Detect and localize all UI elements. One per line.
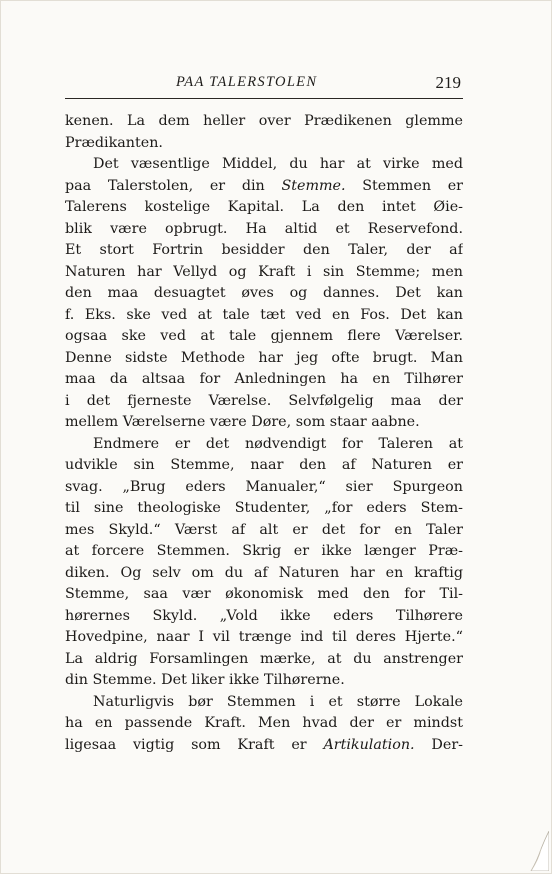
text-line [65, 176, 463, 198]
text-line: den maa desuagtet øves og dannes. Det kan [65, 285, 463, 301]
text-line: Stemme, saa vær økonomisk med den for Til- [65, 586, 463, 602]
text-line: Denne sidste Methode har jeg ofte brugt. Man [65, 349, 463, 366]
text-fragment: Der- [414, 736, 463, 753]
text-line: Det væsentlige Middel, du har at virke med [93, 156, 463, 172]
body-text [65, 111, 463, 756]
text-line: Talerens kostelige Kapital. La den intet Øie- [65, 199, 463, 215]
text-line: Naturen har Vellyd og Kraft i sin Stemme; men [65, 263, 463, 280]
italic-word: Stemme. [281, 177, 346, 194]
text-line: Prædikanten. [65, 134, 163, 151]
header-rule [65, 98, 463, 99]
text-line [65, 735, 463, 757]
text-line: Naturligvis bør Stemmen i et større Lokale [93, 693, 463, 710]
text-line: blik være opbrugt. Ha altid et Reservefond. [65, 220, 463, 237]
page-corner-fold [527, 831, 549, 871]
text-fragment: Stemmen er [345, 177, 463, 194]
text-line: at forcere Stemmen. Skrig er ikke længer Præ- [65, 543, 463, 559]
text-line: ha en passende Kraft. Men hvad der er mindst [65, 715, 463, 731]
text-line: Endmere er det nødvendigt for Taleren at [93, 435, 463, 452]
text-line: til sine theologiske Studenter, „for eders Stem- [65, 500, 463, 516]
running-title: PAA TALERSTOLEN [176, 74, 318, 90]
text-line: ogsaa ske ved at tale gjennem flere Værelser. [65, 328, 463, 344]
text-line: udvikle sin Stemme, naar den af Naturen er [65, 457, 463, 473]
text-line: mellem Værelserne være Døre, som staar aabne. [65, 414, 420, 430]
text-line: hørernes Skyld. „Vold ikke eders Tilhørere [65, 607, 463, 624]
page-header [65, 72, 463, 96]
text-fragment: paa Talerstolen, er din [65, 177, 282, 194]
text-line: din Stemme. Det liker ikke Tilhørerne. [65, 672, 345, 688]
text-line: Et stort Fortrin besidder den Taler, der af [65, 242, 463, 258]
text-line: svag. „Brug eders Manualer,“ sier Spurgeon [65, 478, 463, 495]
text-line: f. Eks. ske ved at tale tæt ved en Fos. Det kan [65, 306, 463, 323]
text-line: maa da altsaa for Anledningen ha en Tilhører [65, 371, 463, 387]
text-line: i det fjerneste Værelse. Selvfølgelig maa der [65, 392, 463, 409]
text-line: mes Skyld.“ Værst af alt er det for en Taler [65, 521, 463, 538]
text-line: diken. Og selv om du af Naturen har en kraftig [65, 564, 463, 581]
page-number: 219 [435, 73, 461, 92]
text-line: La aldrig Forsamlingen mærke, at du anstrenger [65, 650, 463, 667]
text-line: kenen. La dem heller over Prædikenen glemme [65, 113, 463, 129]
italic-word: Artikulation. [323, 736, 415, 753]
text-fragment: ligesaa vigtig som Kraft er [65, 736, 324, 753]
text-line: Hovedpine, naar I vil trænge ind til deres Hjerte.“ [65, 629, 463, 645]
